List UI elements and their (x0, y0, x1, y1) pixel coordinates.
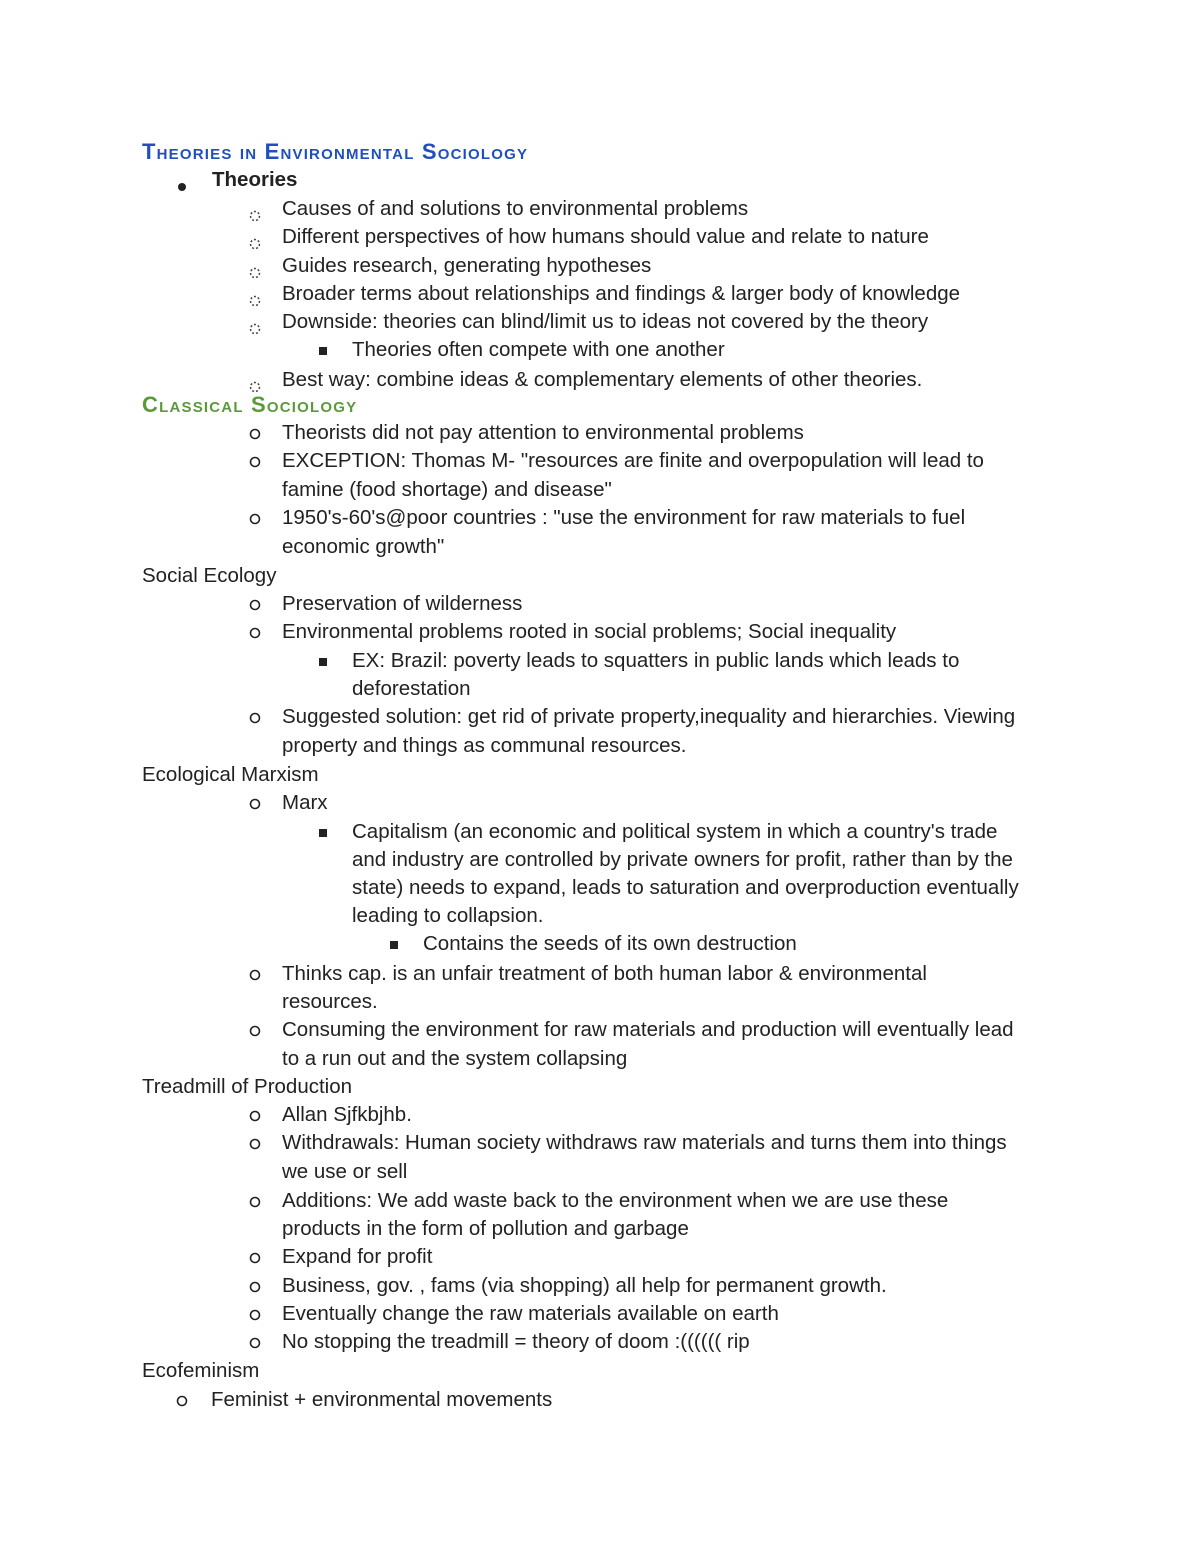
list-item-continuation: products in the form of pollution and garbage (282, 1217, 689, 1240)
list-item-continuation: economic growth" (282, 535, 445, 558)
list-item: Guides research, generating hypotheses (282, 254, 652, 277)
list-item-continuation: and industry are controlled by private owners for profit, rather than by the (352, 848, 1013, 871)
circle-bullet-icon (248, 711, 262, 725)
circle-bullet-icon (248, 1137, 262, 1151)
circle-bullet-icon (248, 1024, 262, 1038)
list-item: Feminist + environmental movements (211, 1388, 553, 1411)
list-item: Best way: combine ideas & complementary elements of other theories. (282, 368, 923, 391)
list-item-continuation: famine (food shortage) and disease" (282, 478, 612, 501)
list-item: Allan Sjfkbjhb. (282, 1103, 412, 1126)
list-item-continuation: resources. (282, 990, 378, 1013)
list-item: Additions: We add waste back to the environment when we are use these (282, 1189, 949, 1212)
list-item: Withdrawals: Human society withdraws raw materials and turns them into things (282, 1131, 1007, 1154)
list-item: Downside: theories can blind/limit us to ideas not covered by the theory (282, 310, 929, 333)
circle-bullet-icon (248, 1280, 262, 1294)
circle-bullet-icon (248, 797, 262, 811)
section-heading-ecofeminism: Ecofeminism (142, 1359, 260, 1382)
list-item: Consuming the environment for raw materials and production will eventually lead (282, 1018, 1014, 1041)
list-item-continuation: leading to collapsion. (352, 904, 544, 927)
square-bullet-icon (316, 344, 330, 358)
list-item: EX: Brazil: poverty leads to squatters in public lands which leads to (352, 649, 960, 672)
list-item: Preservation of wilderness (282, 592, 523, 615)
circle-bullet-icon (248, 427, 262, 441)
circle-bullet-icon (175, 1394, 189, 1408)
dotted-circle-bullet-icon (248, 266, 262, 280)
circle-bullet-icon (248, 1109, 262, 1123)
circle-bullet-icon (248, 968, 262, 982)
section-heading-social-ecology: Social Ecology (142, 564, 277, 587)
theories-label: Theories (212, 168, 298, 191)
list-item: Expand for profit (282, 1245, 433, 1268)
square-bullet-icon (316, 826, 330, 840)
list-item: Contains the seeds of its own destruction (423, 932, 797, 955)
section-heading-treadmill: Treadmill of Production (142, 1075, 353, 1098)
circle-bullet-icon (248, 455, 262, 469)
list-item-continuation: we use or sell (282, 1160, 408, 1183)
list-item: Thinks cap. is an unfair treatment of both human labor & environmental (282, 962, 927, 985)
list-item: Eventually change the raw materials available on earth (282, 1302, 779, 1325)
dotted-circle-bullet-icon (248, 322, 262, 336)
list-item: Theories often compete with one another (352, 338, 725, 361)
list-item-continuation: to a run out and the system collapsing (282, 1047, 628, 1070)
list-item: Broader terms about relationships and findings & larger body of knowledge (282, 282, 961, 305)
list-item-continuation: deforestation (352, 677, 471, 700)
section-heading-ecological-marxism: Ecological Marxism (142, 763, 319, 786)
circle-bullet-icon (248, 512, 262, 526)
list-item-continuation: property and things as communal resources. (282, 734, 687, 757)
circle-bullet-icon (248, 598, 262, 612)
list-item: 1950's-60's@poor countries : "use the environment for raw materials to fuel (282, 506, 966, 529)
circle-bullet-icon (248, 626, 262, 640)
circle-bullet-icon (248, 1308, 262, 1322)
circle-bullet-icon (248, 1336, 262, 1350)
filled-bullet-icon (175, 180, 189, 194)
list-item: Marx (282, 791, 328, 814)
section-heading-classical: Classical Sociology (142, 392, 358, 417)
circle-bullet-icon (248, 1195, 262, 1209)
list-item: No stopping the treadmill = theory of doom :(((((( rip (282, 1330, 750, 1353)
circle-bullet-icon (248, 1251, 262, 1265)
document-title: Theories in Environmental Sociology (142, 139, 529, 164)
list-item: Capitalism (an economic and political system in which a country's trade (352, 820, 998, 843)
dotted-circle-bullet-icon (248, 294, 262, 308)
square-bullet-icon (316, 655, 330, 669)
dotted-circle-bullet-icon (248, 237, 262, 251)
list-item-continuation: state) needs to expand, leads to saturation and overproduction eventually (352, 876, 1019, 899)
list-item: Different perspectives of how humans should value and relate to nature (282, 225, 929, 248)
dotted-circle-bullet-icon (248, 209, 262, 223)
square-bullet-icon (387, 938, 401, 952)
list-item: Causes of and solutions to environmental problems (282, 197, 749, 220)
list-item: Business, gov. , fams (via shopping) all help for permanent growth. (282, 1274, 887, 1297)
list-item: EXCEPTION: Thomas M- "resources are finite and overpopulation will lead to (282, 449, 984, 472)
list-item: Environmental problems rooted in social problems; Social inequality (282, 620, 897, 643)
list-item: Suggested solution: get rid of private property,inequality and hierarchies. Viewing (282, 705, 1016, 728)
list-item: Theorists did not pay attention to environmental problems (282, 421, 804, 444)
